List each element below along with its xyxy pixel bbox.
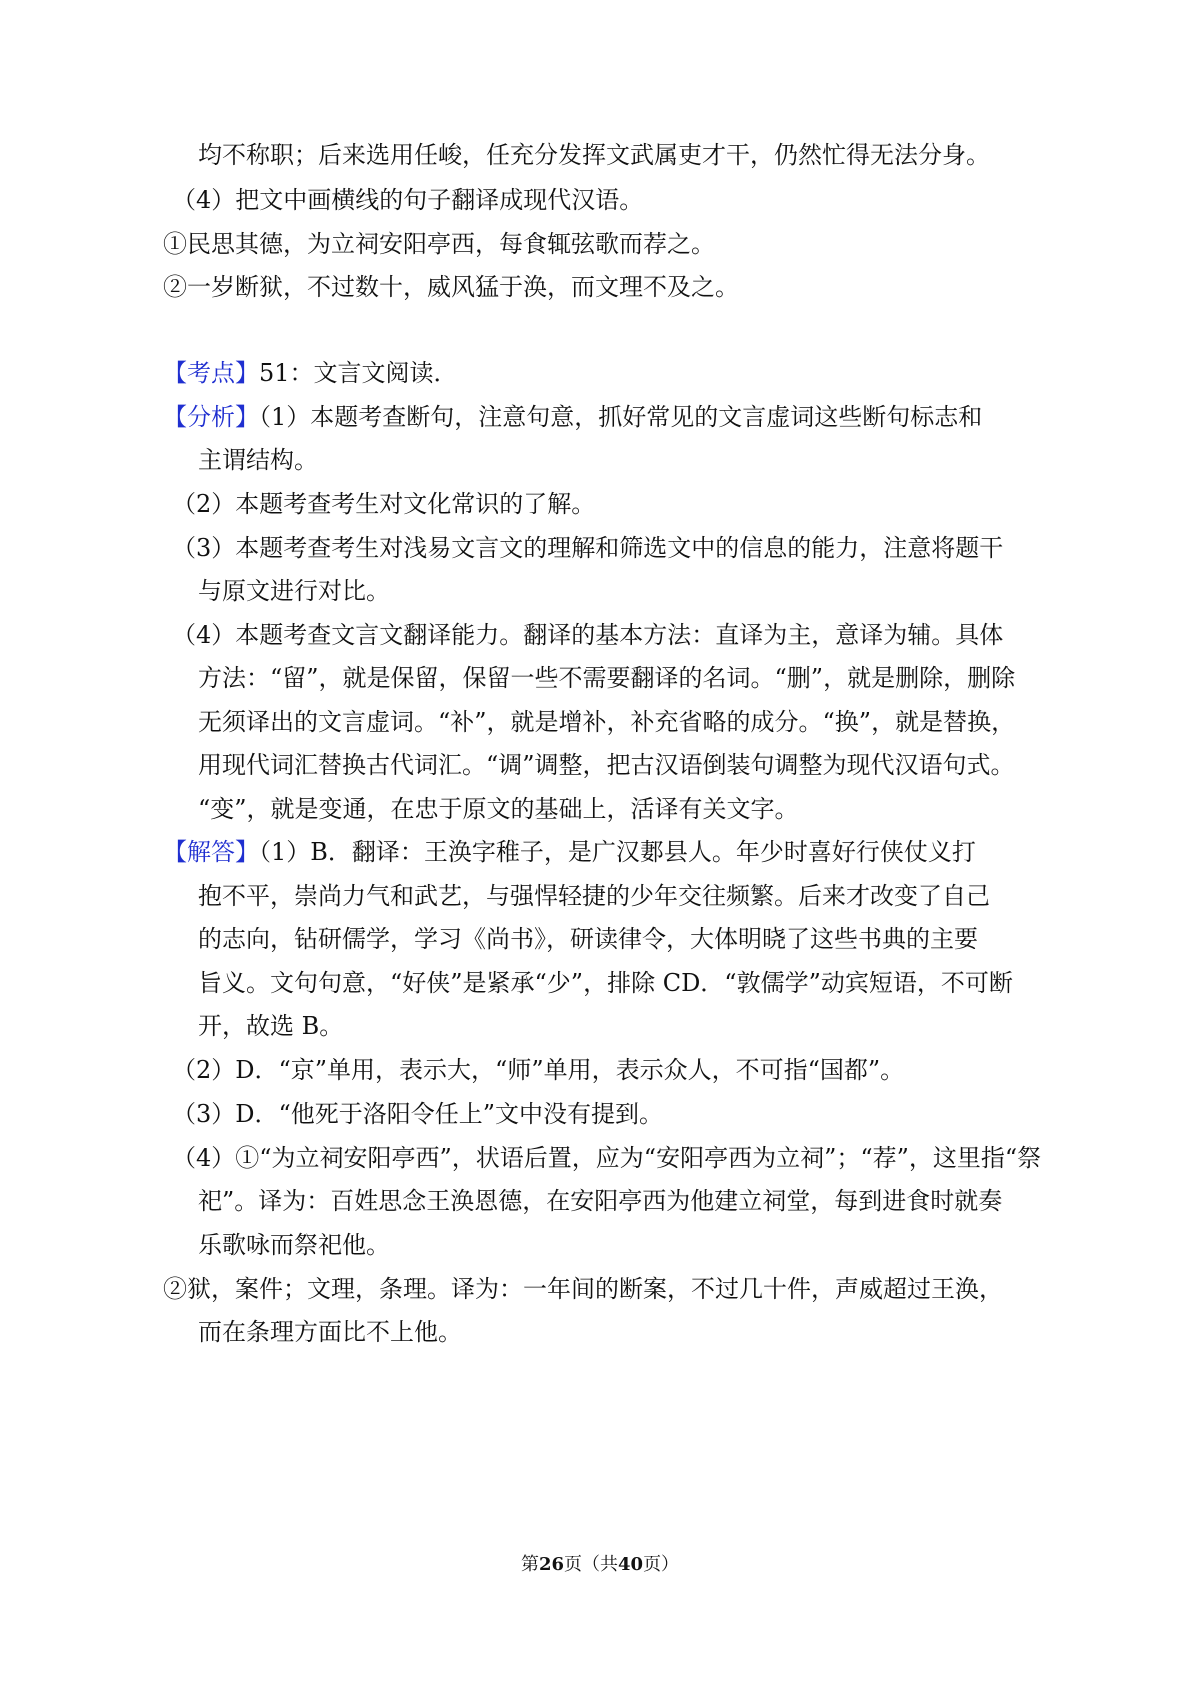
question-4-sentence-2: ②一岁断狱，不过数十，威风猛于涣，而文理不及之。 [163,273,739,301]
question-continuation-line: 均不称职；后来选用任峻，任充分发挥文武属吏才干，仍然忙得无法分身。 [198,141,990,169]
fenxi-line: （1）本题考查断句，注意句意，抓好常见的文言虚词这些断句标志和 [259,403,983,431]
page-footer [0,1553,1200,1577]
footer-pre: 第 [520,1554,539,1575]
kaodian-label: 【考点】 [163,359,259,387]
fenxi-first-line [163,401,982,433]
jieda-first-line [163,836,976,868]
current-page-number: 26 [538,1554,564,1575]
fenxi-line: “变”，就是变通，在忠于原文的基础上，活译有关文字。 [198,795,799,823]
jieda-line: （4）①“为立祠安阳亭西”，状语后置，应为“安阳亭西为立祠”；“荐”，这里指“祭 [172,1144,1042,1172]
jieda-line: 而在条理方面比不上他。 [198,1318,462,1346]
question-4-sentence-1: ①民思其德，为立祠安阳亭西，每食辄弦歌而荐之。 [163,230,715,258]
kaodian-text: 51：文言文阅读． [259,359,458,387]
fenxi-line: 方法：“留”，就是保留，保留一些不需要翻译的名词。“删”，就是删除，删除 [198,664,1016,692]
jieda-line: 开，故选 B。 [198,1012,344,1040]
jieda-line: 抱不平，崇尚力气和武艺，与强悍轻捷的少年交往频繁。后来才改变了自己 [198,882,990,910]
jieda-line: 的志向，钻研儒学，学习《尚书》，研读律令，大体明晓了这些书典的主要 [198,925,978,953]
total-page-number: 40 [618,1554,644,1575]
jieda-line: 旨义。文句句意，“好侠”是紧承“少”，排除 CD．“敦儒学”动宾短语，不可断 [198,969,1013,997]
fenxi-line: （2）本题考查考生对文化常识的了解。 [172,490,596,518]
fenxi-line: 无须译出的文言虚词。“补”，就是增补，补充省略的成分。“换”，就是替换， [198,708,1016,736]
jieda-line: 祀”。译为：百姓思念王涣恩德，在安阳亭西为他建立祠堂，每到进食时就奏 [198,1187,1003,1215]
footer-mid: 页（共 [564,1554,618,1575]
question-4-prompt: （4）把文中画横线的句子翻译成现代汉语。 [172,186,644,214]
fenxi-line: （3）本题考查考生对浅易文言文的理解和筛选文中的信息的能力，注意将题干 [172,534,1004,562]
jieda-line: （1）B．翻译：王涣字稚子，是广汉郪县人。年少时喜好行侠仗义打 [259,838,976,866]
jieda-line: ②狱，案件；文理，条理。译为：一年间的断案，不过几十件，声威超过王涣， [163,1275,1003,1303]
jieda-line: 乐歌咏而祭祀他。 [198,1231,390,1259]
fenxi-line: （4）本题考查文言文翻译能力。翻译的基本方法：直译为主，意译为辅。具体 [172,621,1004,649]
fenxi-line: 用现代词汇替换古代词汇。“调”调整，把古汉语倒装句调整为现代汉语句式。 [198,751,1015,779]
jieda-label: 【解答】 [163,838,259,866]
fenxi-line: 与原文进行对比。 [198,577,390,605]
footer-post: 页） [643,1554,680,1575]
jieda-line: （2）D．“京”单用，表示大，“师”单用，表示众人，不可指“国都”。 [172,1056,905,1084]
fenxi-label: 【分析】 [163,403,259,431]
jieda-line: （3）D．“他死于洛阳令任上”文中没有提到。 [172,1100,664,1128]
kaodian-section [163,357,458,389]
fenxi-line: 主谓结构。 [198,446,318,474]
